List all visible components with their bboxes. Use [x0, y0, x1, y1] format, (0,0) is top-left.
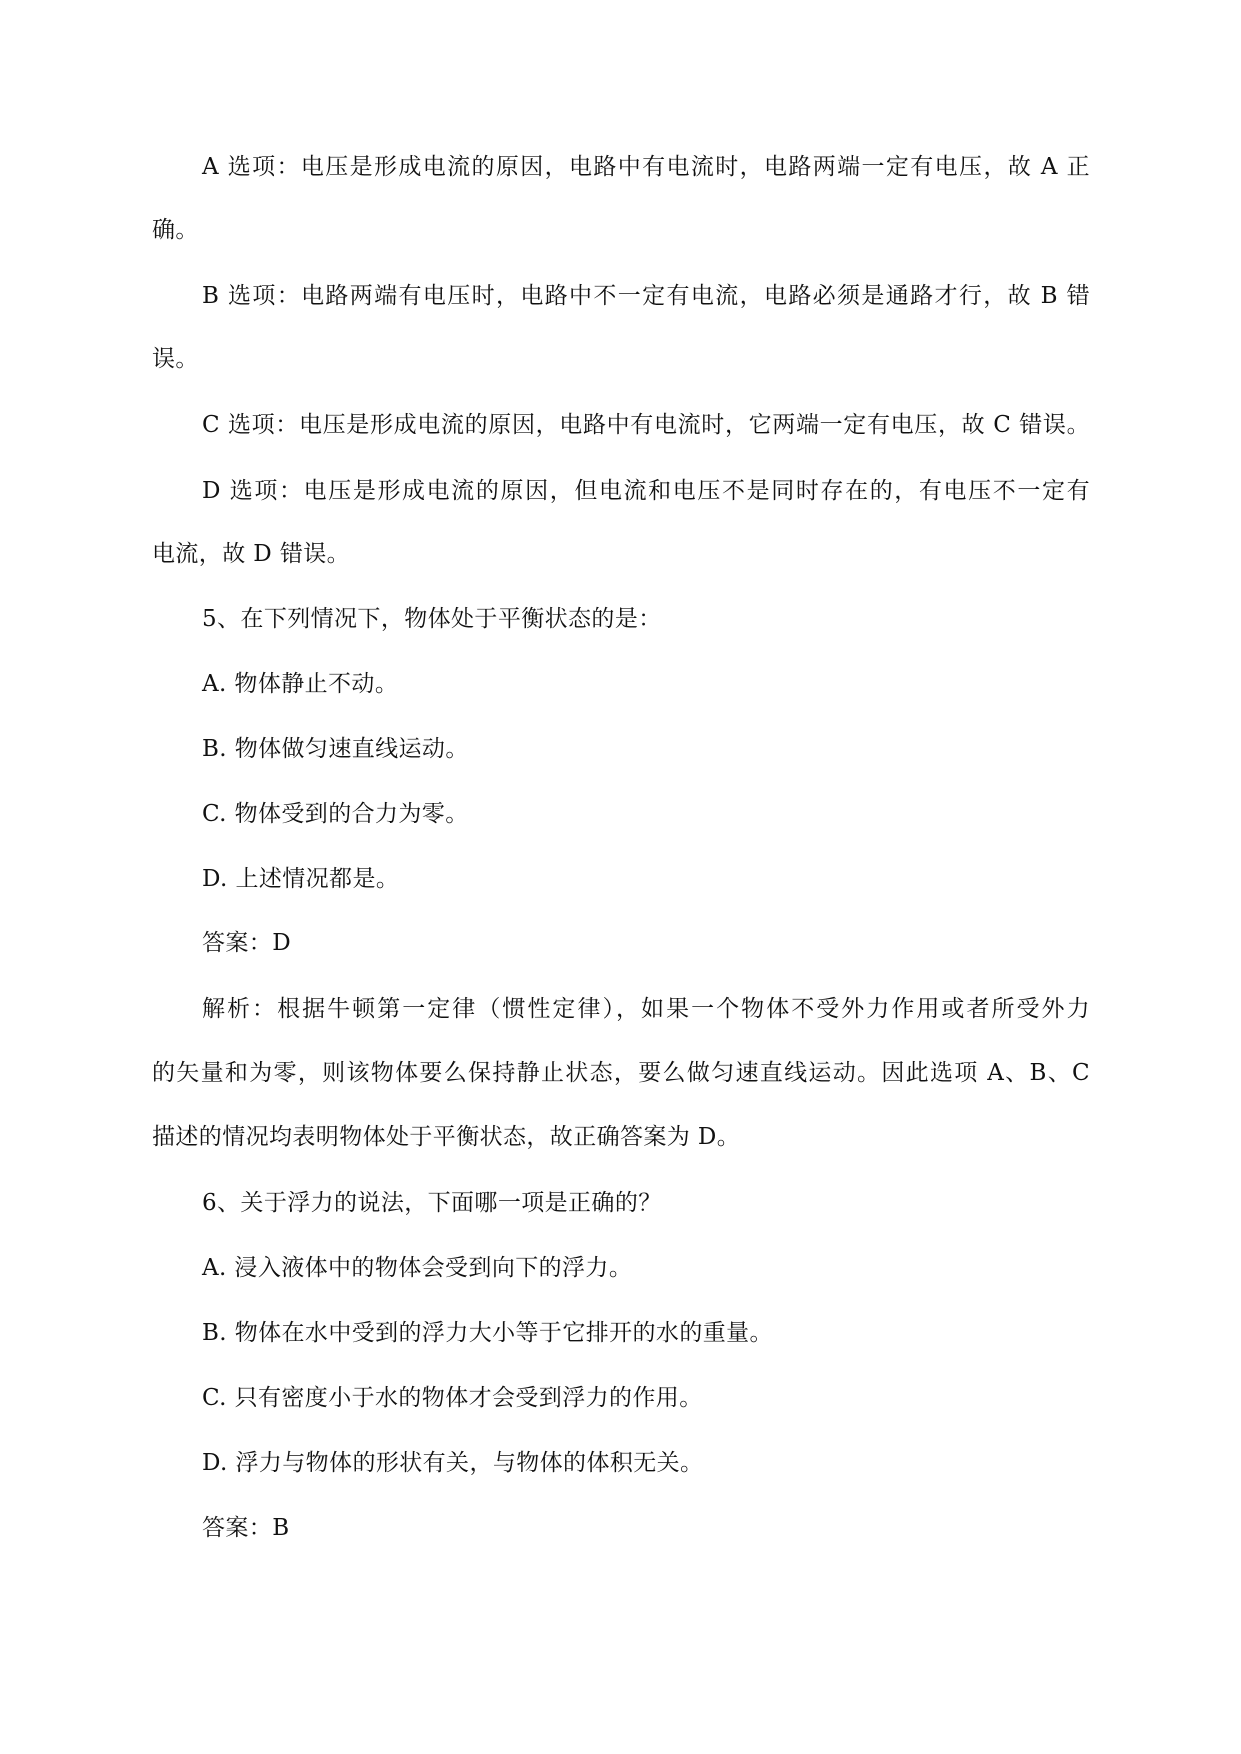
text-line: 误。: [152, 346, 199, 372]
question-title: 5、在下列情况下，物体处于平衡状态的是：: [202, 606, 662, 632]
option-c: C. 物体受到的合力为零。: [202, 801, 469, 827]
option-b: B. 物体做匀速直线运动。: [202, 736, 469, 762]
option-d: D. 浮力与物体的形状有关，与物体的体积无关。: [202, 1450, 704, 1476]
option-b: B. 物体在水中受到的浮力大小等于它排开的水的重量。: [202, 1320, 773, 1346]
question-title: 6、关于浮力的说法，下面哪一项是正确的？: [202, 1190, 662, 1216]
text-line: 电流，故 D 错误。: [152, 541, 351, 567]
text-line: 确。: [152, 217, 199, 243]
text-line: D 选项：电压是形成电流的原因，但电流和电压不是同时存在的，有电压不一定有: [202, 478, 1090, 504]
answer: 答案：B: [202, 1515, 290, 1541]
text-line: C 选项：电压是形成电流的原因，电路中有电流时，它两端一定有电压，故 C 错误。: [202, 412, 1090, 438]
explanation-line: 解析：根据牛顿第一定律（惯性定律），如果一个物体不受外力作用或者所受外力: [202, 996, 1090, 1022]
option-d: D. 上述情况都是。: [202, 866, 400, 892]
option-c: C. 只有密度小于水的物体才会受到浮力的作用。: [202, 1385, 703, 1411]
option-a: A. 物体静止不动。: [202, 671, 399, 697]
text-line: A 选项：电压是形成电流的原因，电路中有电流时，电路两端一定有电压，故 A 正: [202, 154, 1090, 180]
answer: 答案：D: [202, 930, 292, 956]
option-a: A. 浸入液体中的物体会受到向下的浮力。: [202, 1255, 633, 1281]
text-line: B 选项：电路两端有电压时，电路中不一定有电流，电路必须是通路才行，故 B 错: [202, 283, 1090, 309]
explanation-line: 的矢量和为零，则该物体要么保持静止状态，要么做匀速直线运动。因此选项 A、B、C: [152, 1060, 1090, 1086]
explanation-line: 描述的情况均表明物体处于平衡状态，故正确答案为 D。: [152, 1124, 741, 1150]
